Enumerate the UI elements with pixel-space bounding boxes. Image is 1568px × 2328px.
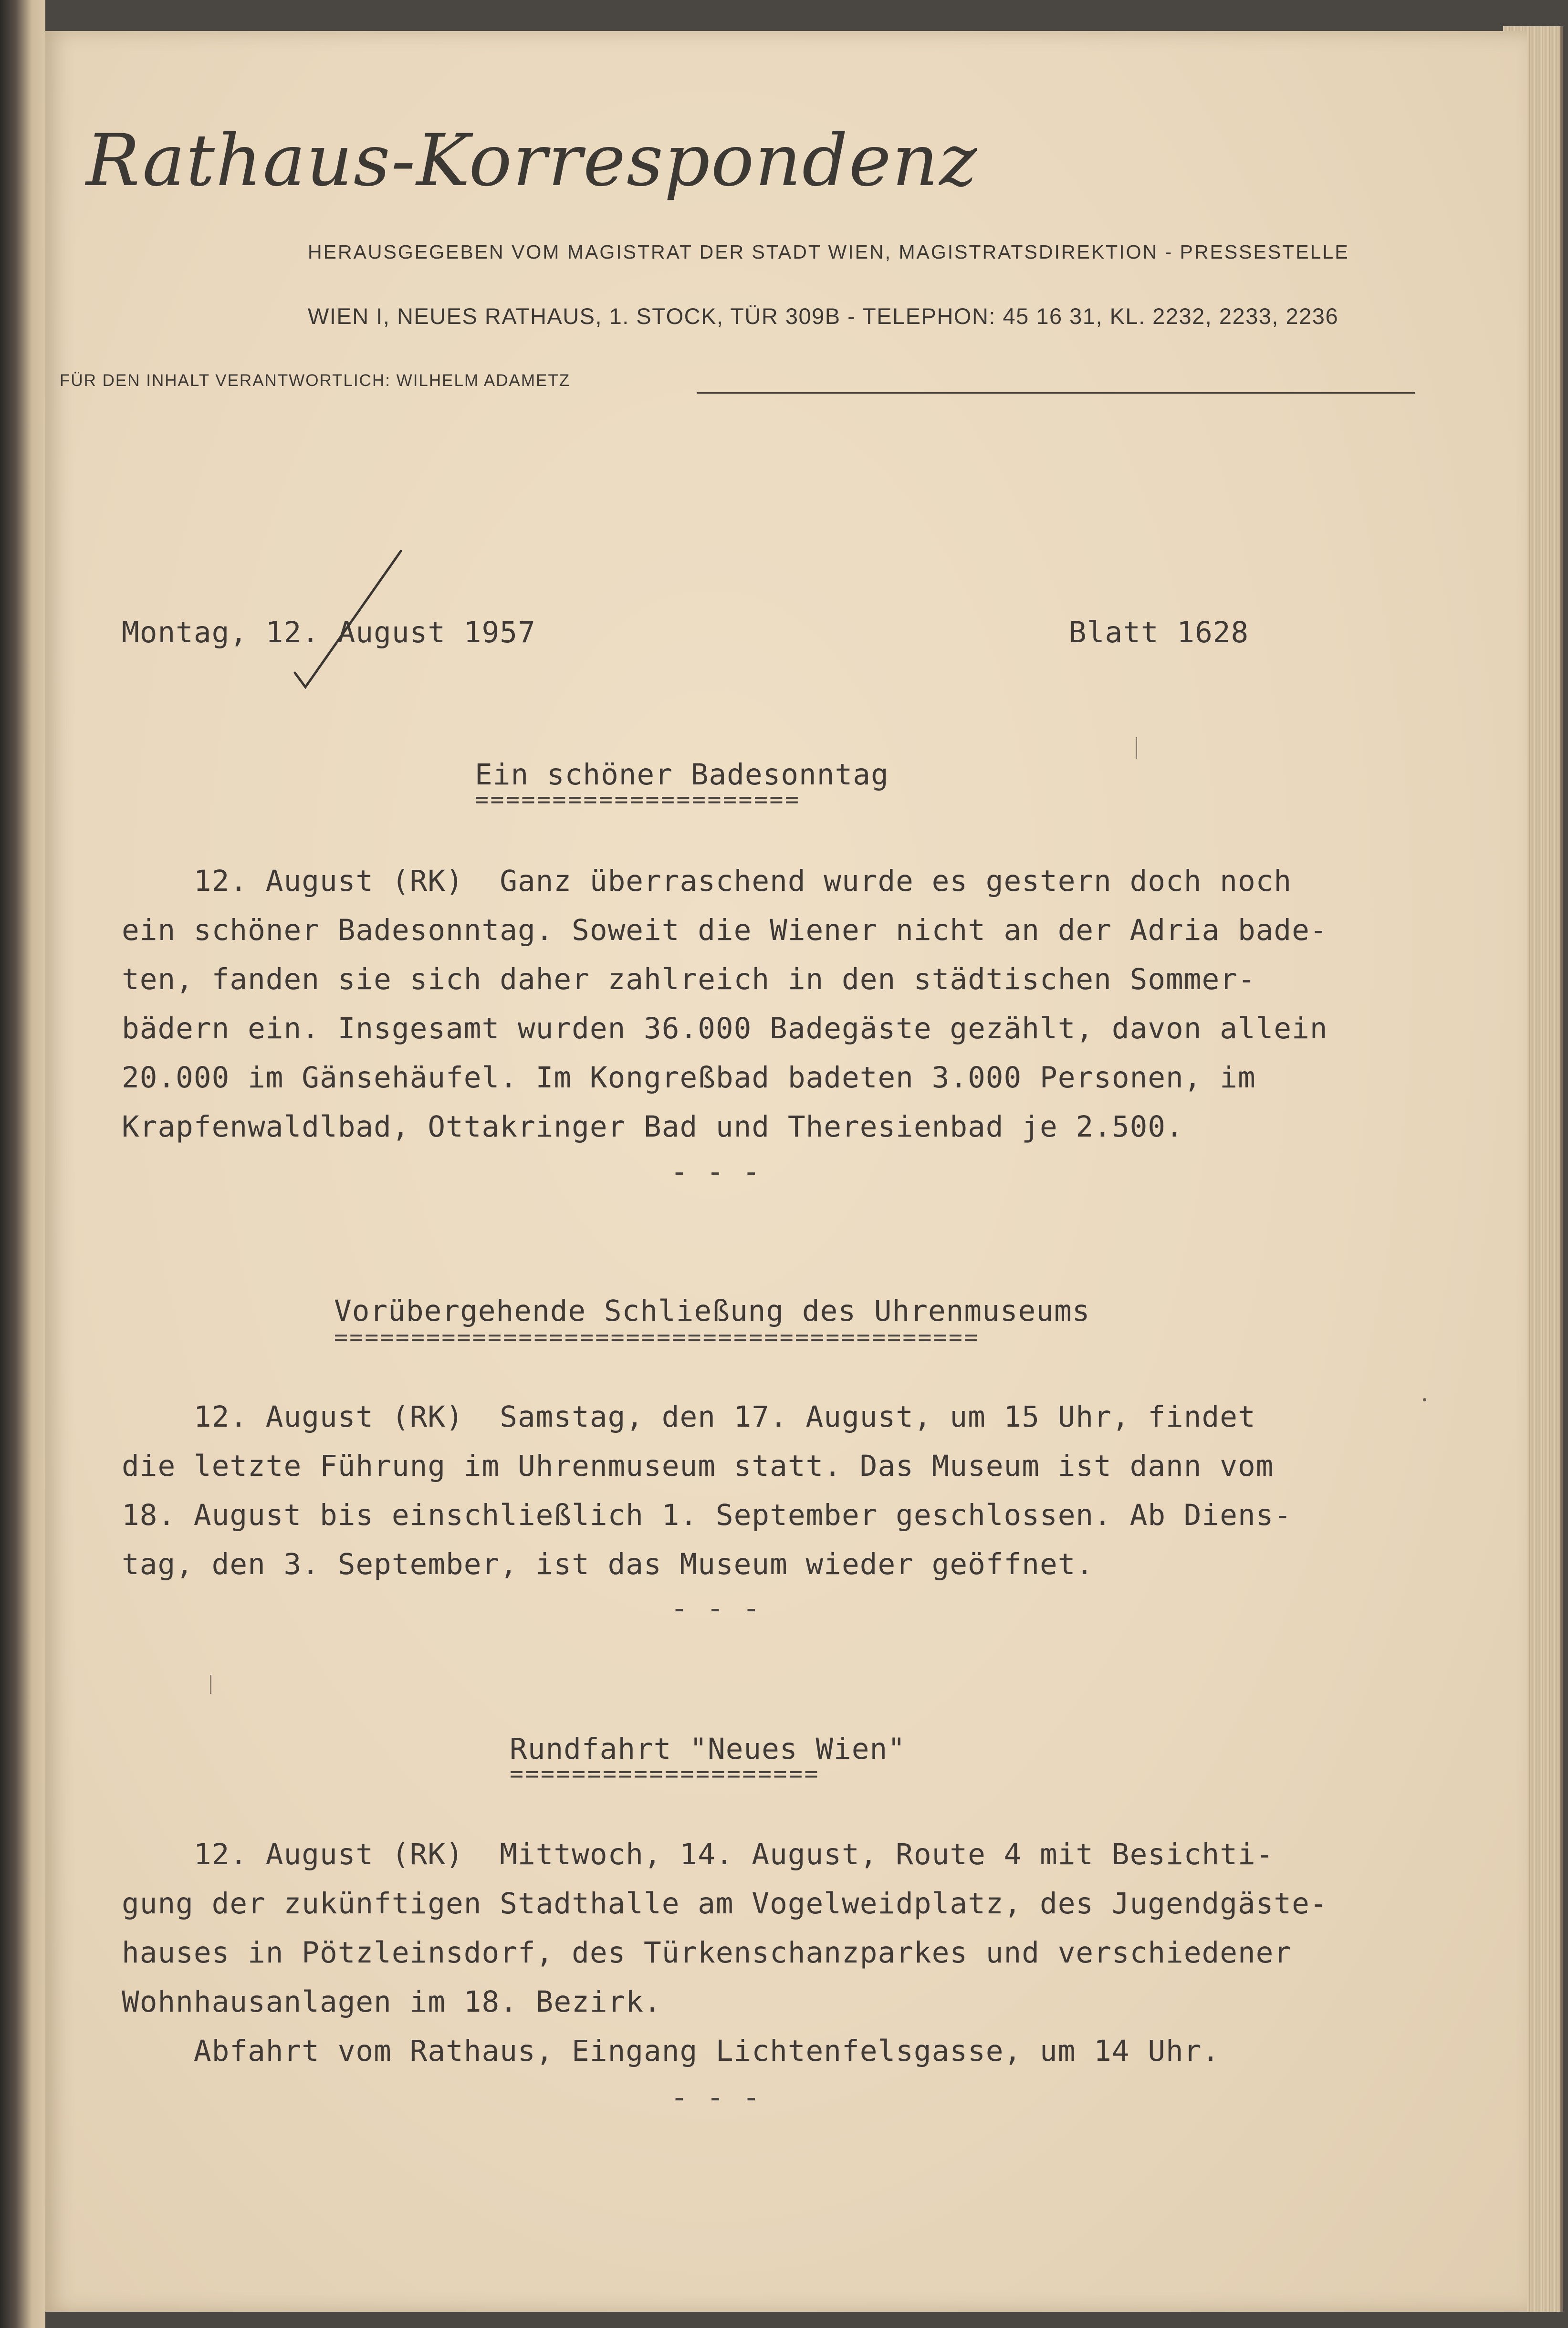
article-3-line-5: Abfahrt vom Rathaus, Eingang Lichtenfelsgasse, um 14 Uhr. <box>122 2034 1220 2068</box>
article-2-line-4: tag, den 3. September, ist das Museum wieder geöffnet. <box>122 1547 1094 1581</box>
article-1-line-4: bädern ein. Insgesamt wurden 36.000 Badegäste gezählt, davon allein <box>122 1012 1328 1045</box>
article-2-separator: - - - <box>670 1591 761 1625</box>
article-3-line-1: 12. August (RK) Mittwoch, 14. August, Route 4 mit Besichti- <box>122 1837 1274 1871</box>
article-1-title: Ein schöner Badesonntag <box>475 758 889 792</box>
article-3-underline: ==================== <box>510 1761 820 1787</box>
article-3-line-2: gung der zukünftigen Stadthalle am Vogelweidplatz, des Jugendgäste- <box>122 1887 1328 1921</box>
article-2-line-2: die letzte Führung im Uhrenmuseum statt. Das Museum ist dann vom <box>122 1449 1274 1483</box>
responsible-line: FÜR DEN INHALT VERANTWORTLICH: WILHELM ADAMETZ <box>60 371 571 390</box>
article-2-line-1: 12. August (RK) Samstag, den 17. August, um 15 Uhr, findet <box>122 1400 1256 1434</box>
article-1-line-1: 12. August (RK) Ganz überraschend wurde es gestern doch noch <box>122 864 1292 898</box>
publisher-line: HERAUSGEGEBEN VOM MAGISTRAT DER STADT WIEN, MAGISTRATSDIREKTION - PRESSESTELLE <box>308 241 1349 263</box>
article-3-line-4: Wohnhausanlagen im 18. Bezirk. <box>122 1985 662 2019</box>
article-1-line-2: ein schöner Badesonntag. Soweit die Wiener nicht an der Adria bade- <box>122 913 1328 947</box>
article-2-underline: ========================================== <box>334 1324 980 1351</box>
responsible-rule <box>697 392 1415 394</box>
masthead-title: Rathaus-Korrespondenz <box>86 119 978 202</box>
paper-speck <box>1423 1398 1426 1401</box>
book-binding <box>0 0 45 2328</box>
sheet-number: Blatt 1628 <box>1069 616 1249 649</box>
date-line: Montag, 12. August 1957 <box>122 616 536 649</box>
article-3-separator: - - - <box>670 2080 761 2114</box>
paper-speck <box>210 1675 211 1694</box>
article-1-line-5: 20.000 im Gänsehäufel. Im Kongreßbad badeten 3.000 Personen, im <box>122 1061 1256 1095</box>
paper-speck <box>1136 737 1137 759</box>
address-line: WIEN I, NEUES RATHAUS, 1. STOCK, TÜR 309B - TELEPHON: 45 16 31, KL. 2232, 2233, 2236 <box>308 303 1339 329</box>
article-1-line-3: ten, fanden sie sich daher zahlreich in den städtischen Sommer- <box>122 962 1256 996</box>
article-1-underline: ===================== <box>475 786 801 813</box>
article-3-title: Rundfahrt "Neues Wien" <box>510 1732 906 1766</box>
handwritten-check-mark <box>291 549 415 692</box>
article-2-title: Vorübergehende Schließung des Uhrenmuseums <box>334 1294 1090 1328</box>
article-1-separator: - - - <box>670 1155 761 1189</box>
article-2-line-3: 18. August bis einschließlich 1. September geschlossen. Ab Diens- <box>122 1498 1292 1532</box>
article-3-line-3: hauses in Pötzleinsdorf, des Türkenschanzparkes und verschiedener <box>122 1936 1292 1970</box>
article-1-line-6: Krapfenwaldlbad, Ottakringer Bad und Theresienbad je 2.500. <box>122 1110 1184 1144</box>
